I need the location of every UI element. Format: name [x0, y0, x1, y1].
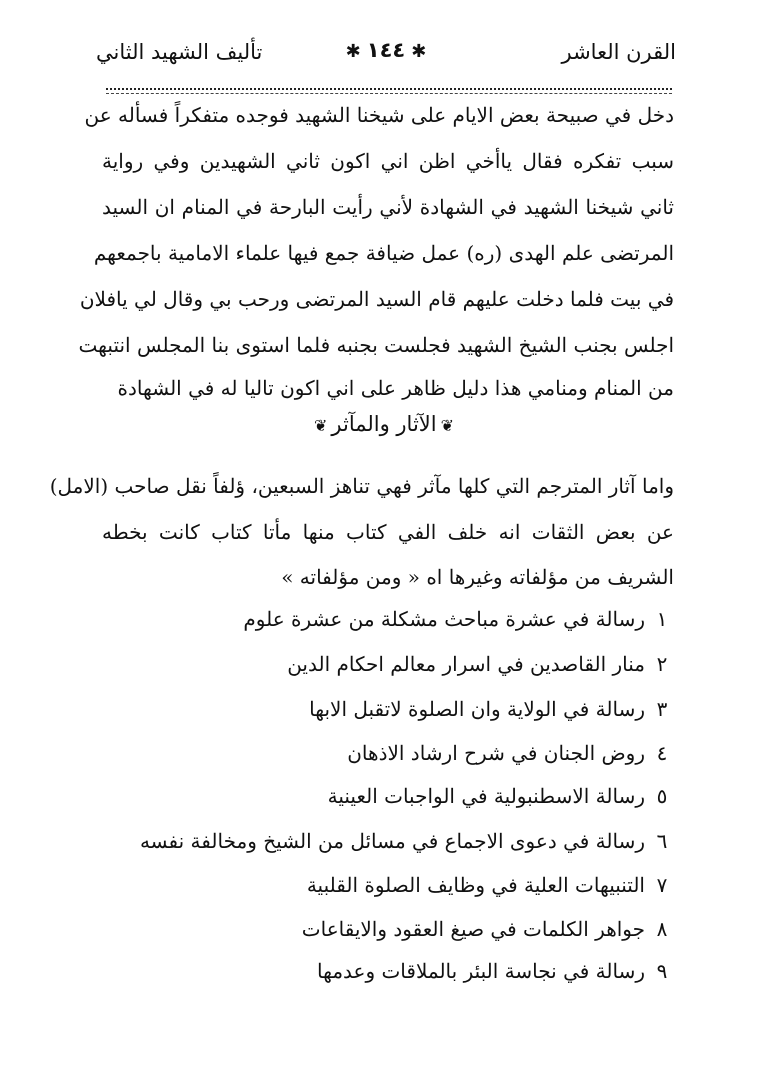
page-number-value: ١٤٤	[366, 38, 406, 62]
item-title: رسالة في الولاية وان الصلوة لاتقبل الابها	[309, 697, 645, 721]
item-number: ٨	[656, 917, 668, 941]
item-number: ٦	[656, 829, 668, 853]
works-list-item	[302, 917, 673, 941]
item-number: ١	[656, 607, 668, 631]
works-list-item	[317, 959, 673, 983]
ornament-star-icon: ✱	[411, 41, 427, 62]
header-chapter-title: القرن العاشر	[561, 40, 676, 64]
works-list-item	[243, 607, 673, 631]
item-number: ٤	[656, 741, 668, 765]
page-header	[96, 38, 676, 78]
intro-line: الشريف من مؤلفاته وغيرها اه « ومن مؤلفاته »	[281, 565, 674, 589]
item-number: ٩	[656, 959, 668, 983]
item-title: جواهر الكلمات في صيغ العقود والايقاعات	[301, 917, 645, 941]
item-number: ٢	[656, 652, 668, 676]
ornament-star-icon: ✱	[345, 41, 361, 62]
body-line: اجلس بجنب الشيخ الشهيد فجلست بجنبه فلما استوى بنا المجلس انتبهت	[78, 333, 674, 357]
works-list-item	[307, 873, 673, 897]
item-title: روض الجنان في شرح ارشاد الاذهان	[347, 741, 645, 765]
header-section-title: تأليف الشهيد الثاني	[96, 40, 263, 64]
item-number: ٥	[656, 784, 668, 808]
item-title: رسالة في عشرة مباحث مشكلة من عشرة علوم	[243, 607, 645, 631]
ornament-fleuron-icon: ❦	[313, 416, 328, 435]
item-title: التنبيهات العلية في وظايف الصلوة القلبية	[306, 873, 645, 897]
section-heading	[200, 412, 568, 436]
header-divider	[106, 88, 672, 90]
header-divider-secondary	[106, 93, 672, 94]
intro-line: عن بعض الثقات انه خلف الفي كتاب منها مأتا كتاب كانت بخطه	[102, 520, 674, 544]
section-heading-text: الآثار والمآثر	[331, 412, 437, 436]
item-number: ٣	[656, 697, 668, 721]
body-line: سبب تفكره فقال ياأخي اظن اني اكون ثاني الشهيدين وفي رواية	[102, 149, 674, 173]
item-title: رسالة في دعوى الاجماع في مسائل من الشيخ ومخالفة نفسه	[139, 829, 645, 853]
body-line: دخل في صبيحة بعض الايام على شيخنا الشهيد فوجده متفكراً فسأله عن	[84, 103, 674, 127]
works-list-item	[140, 829, 673, 853]
item-title: رسالة في نجاسة البئر بالملاقات وعدمها	[317, 959, 645, 983]
body-line: في بيت فلما دخلت عليهم قام السيد المرتضى ورحب بي وقال لي يافلان	[79, 287, 674, 311]
works-list-item	[328, 784, 673, 808]
item-title: رسالة الاسطنبولية في الواجبات العينية	[327, 784, 645, 808]
item-title: منار القاصدين في اسرار معالم احكام الدين	[287, 652, 645, 676]
works-list-item	[287, 652, 673, 676]
body-line: من المنام ومنامي هذا دليل ظاهر على اني اكون تاليا له في الشهادة	[117, 376, 674, 400]
intro-line: واما آثار المترجم التي كلها مآثر فهي تناهز السبعين، ؤلفاً نقل صاحب (الامل)	[49, 474, 674, 498]
works-list-item	[347, 741, 673, 765]
body-line: المرتضى علم الهدى (ره) عمل ضيافة جمع فيها علماء الامامية باجمعهم	[93, 241, 674, 265]
body-line: ثاني شيخنا الشهيد في الشهادة لأني رأيت البارحة في المنام ان السيد	[102, 195, 674, 219]
item-number: ٧	[656, 873, 668, 897]
ornament-fleuron-icon: ❦	[440, 416, 455, 435]
works-list-item	[309, 697, 673, 721]
